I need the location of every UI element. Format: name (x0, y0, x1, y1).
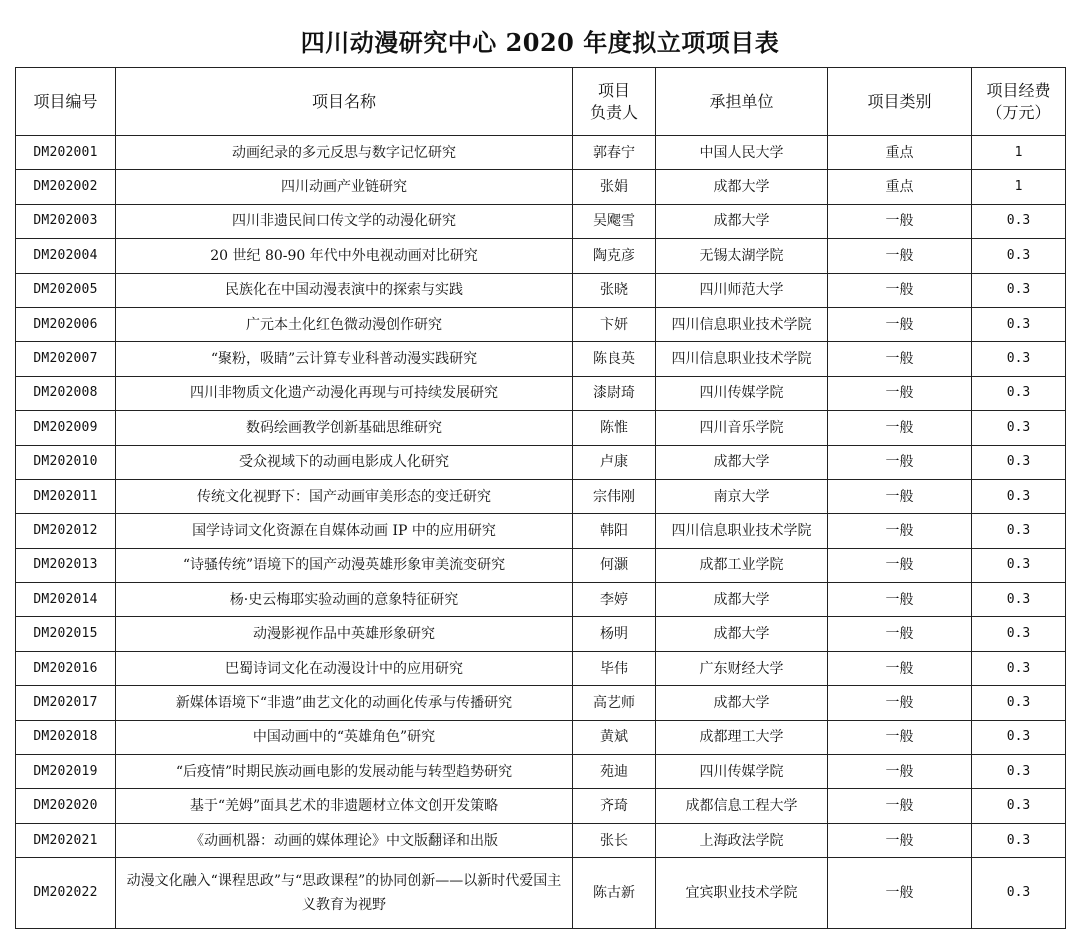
cell-responsible-unit: 四川信息职业技术学院 (656, 514, 828, 548)
table-row (16, 342, 1066, 376)
cell-project-name: 动画纪录的多元反思与数字记忆研究 (116, 136, 573, 170)
document-title: 四川动漫研究中心 2020 年度拟立项项目表 (300, 28, 780, 57)
cell-responsible-unit: 宜宾职业技术学院 (656, 858, 828, 929)
cell-responsible-unit: 南京大学 (656, 479, 828, 513)
cell-project-leader: 李婷 (573, 583, 656, 617)
cell-responsible-unit: 上海政法学院 (656, 823, 828, 857)
header-project-category: 项目类别 (828, 68, 972, 136)
table-row (16, 170, 1066, 204)
table-header-row (16, 68, 1066, 136)
cell-project-category: 一般 (828, 445, 972, 479)
cell-project-category: 一般 (828, 686, 972, 720)
cell-project-id: DM202012 (16, 514, 116, 548)
cell-project-funding: 0.3 (972, 479, 1066, 513)
cell-project-funding: 0.3 (972, 617, 1066, 651)
header-leader-line1: 项目 (597, 80, 630, 100)
table-row (16, 858, 1066, 929)
cell-project-name: 基于“羌姆”面具艺术的非遗题材立体文创开发策略 (116, 789, 573, 823)
header-project-funding (972, 68, 1066, 136)
header-project-name: 项目名称 (116, 68, 573, 136)
cell-project-leader: 郭春宁 (573, 136, 656, 170)
cell-project-leader: 漆尉琦 (573, 376, 656, 410)
cell-project-name: 《动画机器：动画的媒体理论》中文版翻译和出版 (116, 823, 573, 857)
cell-project-category: 一般 (828, 376, 972, 410)
cell-project-name: 新媒体语境下“非遗”曲艺文化的动画化传承与传播研究 (116, 686, 573, 720)
cell-project-funding: 0.3 (972, 204, 1066, 238)
header-funding-line2: （万元） (986, 102, 1051, 122)
cell-project-id: DM202003 (16, 204, 116, 238)
cell-responsible-unit: 四川师范大学 (656, 273, 828, 307)
header-project-id: 项目编号 (16, 68, 116, 136)
table-row (16, 651, 1066, 685)
cell-responsible-unit: 四川信息职业技术学院 (656, 342, 828, 376)
cell-project-funding: 0.3 (972, 755, 1066, 789)
cell-project-category: 一般 (828, 617, 972, 651)
cell-responsible-unit: 广东财经大学 (656, 651, 828, 685)
cell-project-funding: 0.3 (972, 651, 1066, 685)
cell-project-name: 四川动画产业链研究 (116, 170, 573, 204)
table-row (16, 479, 1066, 513)
header-leader-line2: 负责人 (589, 102, 638, 122)
cell-project-id: DM202018 (16, 720, 116, 754)
cell-project-leader: 高艺师 (573, 686, 656, 720)
table-row (16, 514, 1066, 548)
cell-project-category: 一般 (828, 548, 972, 582)
cell-project-name: “后疫情”时期民族动画电影的发展动能与转型趋势研究 (116, 755, 573, 789)
table-row (16, 136, 1066, 170)
cell-project-name: “诗骚传统”语境下的国产动漫英雄形象审美流变研究 (116, 548, 573, 582)
cell-project-funding: 0.3 (972, 789, 1066, 823)
cell-project-category: 一般 (828, 823, 972, 857)
cell-project-name: 中国动画中的“英雄角色”研究 (116, 720, 573, 754)
header-funding-line1: 项目经费 (986, 80, 1051, 100)
table-row (16, 376, 1066, 410)
cell-project-id: DM202006 (16, 307, 116, 341)
cell-project-category: 一般 (828, 755, 972, 789)
cell-project-funding: 0.3 (972, 342, 1066, 376)
cell-project-id: DM202014 (16, 583, 116, 617)
cell-responsible-unit: 成都大学 (656, 170, 828, 204)
cell-project-funding: 1 (972, 136, 1066, 170)
cell-project-id: DM202009 (16, 411, 116, 445)
cell-project-category: 一般 (828, 479, 972, 513)
table-row (16, 548, 1066, 582)
cell-project-name: 巴蜀诗词文化在动漫设计中的应用研究 (116, 651, 573, 685)
cell-project-funding: 0.3 (972, 823, 1066, 857)
cell-responsible-unit: 中国人民大学 (656, 136, 828, 170)
cell-project-id: DM202020 (16, 789, 116, 823)
cell-project-funding: 0.3 (972, 858, 1066, 929)
cell-project-category: 一般 (828, 204, 972, 238)
cell-project-funding: 0.3 (972, 273, 1066, 307)
cell-project-category: 一般 (828, 273, 972, 307)
cell-project-leader: 张娟 (573, 170, 656, 204)
cell-project-id: DM202022 (16, 858, 116, 929)
cell-project-funding: 0.3 (972, 548, 1066, 582)
table-row (16, 273, 1066, 307)
cell-responsible-unit: 成都大学 (656, 204, 828, 238)
cell-project-name: 传统文化视野下：国产动画审美形态的变迁研究 (116, 479, 573, 513)
table-row (16, 445, 1066, 479)
cell-project-leader: 陈惟 (573, 411, 656, 445)
cell-project-leader: 宗伟刚 (573, 479, 656, 513)
cell-project-name: 四川非物质文化遗产动漫化再现与可持续发展研究 (116, 376, 573, 410)
cell-project-category: 一般 (828, 411, 972, 445)
cell-project-funding: 0.3 (972, 445, 1066, 479)
cell-project-name: 民族化在中国动漫表演中的探索与实践 (116, 273, 573, 307)
cell-project-name: “聚粉，吸睛”云计算专业科普动漫实践研究 (116, 342, 573, 376)
cell-project-leader: 韩阳 (573, 514, 656, 548)
cell-project-id: DM202015 (16, 617, 116, 651)
cell-project-id: DM202011 (16, 479, 116, 513)
cell-project-category: 一般 (828, 651, 972, 685)
table-row (16, 789, 1066, 823)
table-row (16, 686, 1066, 720)
cell-project-leader: 何灏 (573, 548, 656, 582)
cell-responsible-unit: 无锡太湖学院 (656, 239, 828, 273)
cell-project-category: 一般 (828, 789, 972, 823)
header-project-leader (573, 68, 656, 136)
cell-responsible-unit: 四川音乐学院 (656, 411, 828, 445)
cell-project-category: 一般 (828, 307, 972, 341)
table-row (16, 239, 1066, 273)
cell-project-name: 数码绘画教学创新基础思维研究 (116, 411, 573, 445)
cell-project-id: DM202019 (16, 755, 116, 789)
cell-project-funding: 0.3 (972, 720, 1066, 754)
cell-responsible-unit: 成都大学 (656, 617, 828, 651)
cell-project-name: 四川非遗民间口传文学的动漫化研究 (116, 204, 573, 238)
table-row (16, 720, 1066, 754)
cell-responsible-unit: 成都信息工程大学 (656, 789, 828, 823)
cell-project-name: 动漫影视作品中英雄形象研究 (116, 617, 573, 651)
cell-project-category: 重点 (828, 136, 972, 170)
cell-project-id: DM202004 (16, 239, 116, 273)
cell-responsible-unit: 成都大学 (656, 686, 828, 720)
cell-project-leader: 陈良英 (573, 342, 656, 376)
cell-project-category: 一般 (828, 583, 972, 617)
cell-responsible-unit: 成都工业学院 (656, 548, 828, 582)
cell-project-leader: 卞妍 (573, 307, 656, 341)
cell-project-leader: 毕伟 (573, 651, 656, 685)
table-row (16, 617, 1066, 651)
cell-project-leader: 张晓 (573, 273, 656, 307)
cell-project-id: DM202010 (16, 445, 116, 479)
cell-project-funding: 0.3 (972, 686, 1066, 720)
cell-project-id: DM202007 (16, 342, 116, 376)
cell-project-category: 一般 (828, 342, 972, 376)
cell-project-category: 一般 (828, 514, 972, 548)
cell-responsible-unit: 成都理工大学 (656, 720, 828, 754)
cell-responsible-unit: 成都大学 (656, 583, 828, 617)
table-row (16, 204, 1066, 238)
project-table (15, 67, 1066, 929)
cell-project-funding: 0.3 (972, 376, 1066, 410)
cell-project-id: DM202008 (16, 376, 116, 410)
cell-project-funding: 1 (972, 170, 1066, 204)
table-row (16, 411, 1066, 445)
cell-project-funding: 0.3 (972, 514, 1066, 548)
cell-project-leader: 黄斌 (573, 720, 656, 754)
cell-project-id: DM202005 (16, 273, 116, 307)
cell-responsible-unit: 四川传媒学院 (656, 376, 828, 410)
cell-project-name: 20 世纪 80-90 年代中外电视动画对比研究 (116, 239, 573, 273)
cell-project-funding: 0.3 (972, 411, 1066, 445)
cell-project-id: DM202002 (16, 170, 116, 204)
cell-project-name: 国学诗词文化资源在自媒体动画 IP 中的应用研究 (116, 514, 573, 548)
cell-project-leader: 张长 (573, 823, 656, 857)
cell-project-category: 重点 (828, 170, 972, 204)
cell-project-category: 一般 (828, 239, 972, 273)
table-row (16, 307, 1066, 341)
cell-project-funding: 0.3 (972, 583, 1066, 617)
table-row (16, 583, 1066, 617)
cell-project-name: 动漫文化融入“课程思政”与“思政课程”的协同创新——以新时代爱国主义教育为视野 (116, 858, 573, 929)
cell-project-leader: 杨明 (573, 617, 656, 651)
cell-responsible-unit: 成都大学 (656, 445, 828, 479)
cell-responsible-unit: 四川信息职业技术学院 (656, 307, 828, 341)
cell-project-funding: 0.3 (972, 307, 1066, 341)
cell-responsible-unit: 四川传媒学院 (656, 755, 828, 789)
cell-project-name: 杨·史云梅耶实验动画的意象特征研究 (116, 583, 573, 617)
cell-project-name: 受众视域下的动画电影成人化研究 (116, 445, 573, 479)
cell-project-id: DM202013 (16, 548, 116, 582)
cell-project-name: 广元本土化红色微动漫创作研究 (116, 307, 573, 341)
table-row (16, 755, 1066, 789)
cell-project-leader: 苑迪 (573, 755, 656, 789)
cell-project-id: DM202021 (16, 823, 116, 857)
cell-project-leader: 齐琦 (573, 789, 656, 823)
table-row (16, 823, 1066, 857)
cell-project-id: DM202017 (16, 686, 116, 720)
cell-project-leader: 卢康 (573, 445, 656, 479)
cell-project-category: 一般 (828, 858, 972, 929)
cell-project-category: 一般 (828, 720, 972, 754)
cell-project-leader: 陈古新 (573, 858, 656, 929)
cell-project-funding: 0.3 (972, 239, 1066, 273)
cell-project-id: DM202016 (16, 651, 116, 685)
cell-project-leader: 吴飔雪 (573, 204, 656, 238)
cell-project-leader: 陶克彦 (573, 239, 656, 273)
header-responsible-unit: 承担单位 (656, 68, 828, 136)
cell-project-id: DM202001 (16, 136, 116, 170)
